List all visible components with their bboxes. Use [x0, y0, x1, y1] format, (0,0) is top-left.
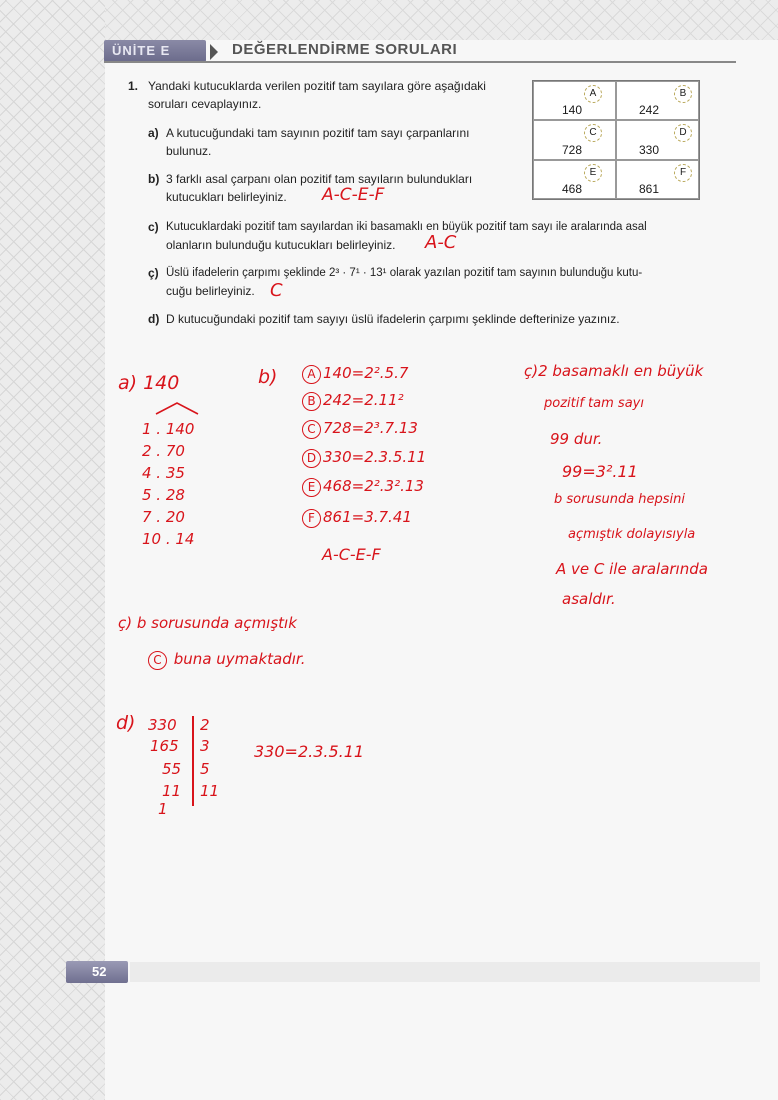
- answer-a-row: 2 . 70: [142, 442, 185, 460]
- answer-b-row: E 468=2².3².13: [302, 477, 424, 497]
- page-title: DEĞERLENDİRME SORULARI: [232, 41, 458, 58]
- question-intro-2: soruları cevaplayınız.: [148, 97, 262, 111]
- question-number: 1.: [128, 79, 139, 93]
- box-d: [616, 120, 699, 159]
- number-boxes: [532, 80, 700, 200]
- answer-b-result: A-C-E-F: [322, 545, 381, 564]
- answer-c-line: asaldır.: [562, 590, 616, 608]
- answer-d-result: 330=2.3.5.11: [254, 742, 365, 761]
- part-cc-line2: cuğu belirleyiniz.: [166, 284, 255, 298]
- division-left: 55: [162, 760, 182, 778]
- part-c-label: c): [148, 220, 159, 234]
- division-left: 330: [148, 716, 177, 734]
- answer-c-line: ç)2 basamaklı en büyük: [524, 362, 704, 380]
- division-right: 3: [200, 737, 210, 755]
- part-a-line1: A kutucuğundaki tam sayının pozitif tam sayı çarpanlarını: [166, 126, 470, 140]
- part-cc-label: ç): [148, 266, 159, 280]
- box-a: [533, 81, 616, 120]
- answer-c-line: açmıştık dolayısıyla: [568, 527, 696, 542]
- part-cc-line1: Üslü ifadelerin çarpımı şeklinde 2³ · 7¹ · 13¹ olarak yazılan pozitif tam sayının bulunduğu kutu-: [166, 267, 643, 279]
- answer-b-row: A 140=2².5.7: [302, 364, 408, 384]
- part-a-label: a): [148, 126, 159, 140]
- box-f: [616, 160, 699, 199]
- box-value: 242: [639, 103, 660, 118]
- answer-cc-line1: ç) b sorusunda açmıştık: [118, 614, 297, 632]
- part-b-line2: kutucukları belirleyiniz.: [166, 190, 287, 204]
- answer-c-line: pozitif tam sayı: [544, 396, 644, 411]
- header-divider: [104, 61, 736, 63]
- box-letter: E: [584, 164, 602, 182]
- section-label: ÜNİTE E: [112, 43, 171, 58]
- box-value: 140: [562, 103, 583, 118]
- section-tab: [104, 40, 206, 62]
- box-value: 330: [639, 142, 660, 157]
- answer-inline-b: A-C-E-F: [322, 185, 385, 205]
- division-right: 2: [200, 716, 210, 734]
- part-c-line2: olanların bulunduğu kutucukları belirleyiniz.: [166, 238, 396, 252]
- answer-b-row: C 728=2³.7.13: [302, 419, 418, 439]
- page-number: 52: [92, 964, 107, 979]
- answer-d-title: d): [116, 712, 136, 734]
- part-d-label: d): [148, 312, 160, 326]
- answer-inline-c: A-C: [425, 232, 457, 253]
- answer-inline-cc: C: [270, 280, 283, 301]
- page-margin-pattern: [0, 0, 105, 1100]
- footer-band: [130, 962, 760, 982]
- answer-a-row: 7 . 20: [142, 508, 185, 526]
- top-margin-pattern: [105, 0, 778, 40]
- page-number-tab: [66, 961, 128, 983]
- box-letter: C: [584, 124, 602, 142]
- box-letter: B: [674, 85, 692, 103]
- answer-c-line: 99=3².11: [562, 462, 638, 481]
- answer-c-line: 99 dur.: [550, 430, 603, 448]
- box-letter: D: [674, 124, 692, 142]
- part-b-label: b): [148, 172, 160, 186]
- part-c-line1: Kutucuklardaki pozitif tam sayılardan iki basamaklı en büyük pozitif tam sayı ile aralarında asal: [166, 221, 647, 233]
- answer-c-line: b sorusunda hepsini: [554, 492, 686, 507]
- answer-b-row: D 330=2.3.5.11: [302, 448, 426, 468]
- division-right: 11: [200, 782, 220, 800]
- answer-a-row: 5 . 28: [142, 486, 185, 504]
- header-marker: [210, 44, 218, 60]
- part-d-line1: D kutucuğundaki pozitif tam sayıyı üslü ifadelerin çarpımı şeklinde defterinize yazınız.: [166, 312, 620, 326]
- division-left: 165: [150, 737, 179, 755]
- box-value: 861: [639, 181, 660, 196]
- division-left: 11: [162, 782, 182, 800]
- division-right: 5: [200, 760, 210, 778]
- factor-branch: [152, 401, 202, 415]
- answer-a-title: a) 140: [118, 372, 180, 394]
- answer-cc-line2: C buna uymaktadır.: [148, 650, 305, 670]
- box-letter: F: [674, 164, 692, 182]
- division-left: 1: [158, 800, 168, 818]
- box-b: [616, 81, 699, 120]
- answer-a-row: 1 . 140: [142, 420, 195, 438]
- box-e: [533, 160, 616, 199]
- box-value: 728: [562, 142, 583, 157]
- box-letter: A: [584, 85, 602, 103]
- part-b-line1: 3 farklı asal çarpanı olan pozitif tam sayıların bulundukları: [166, 172, 473, 186]
- answer-c-line: A ve C ile aralarında: [556, 560, 708, 578]
- answer-a-row: 10 . 14: [142, 530, 195, 548]
- box-value: 468: [562, 181, 583, 196]
- answer-b-title: b): [258, 366, 278, 388]
- question-intro-1: Yandaki kutucuklarda verilen pozitif tam sayılara göre aşağıdaki: [148, 79, 486, 93]
- box-c: [533, 120, 616, 159]
- answer-b-row: F 861=3.7.41: [302, 508, 412, 528]
- part-a-line2: bulunuz.: [166, 144, 212, 158]
- division-bar: [192, 716, 194, 806]
- answer-a-row: 4 . 35: [142, 464, 185, 482]
- answer-b-row: B 242=2.11²: [302, 391, 404, 411]
